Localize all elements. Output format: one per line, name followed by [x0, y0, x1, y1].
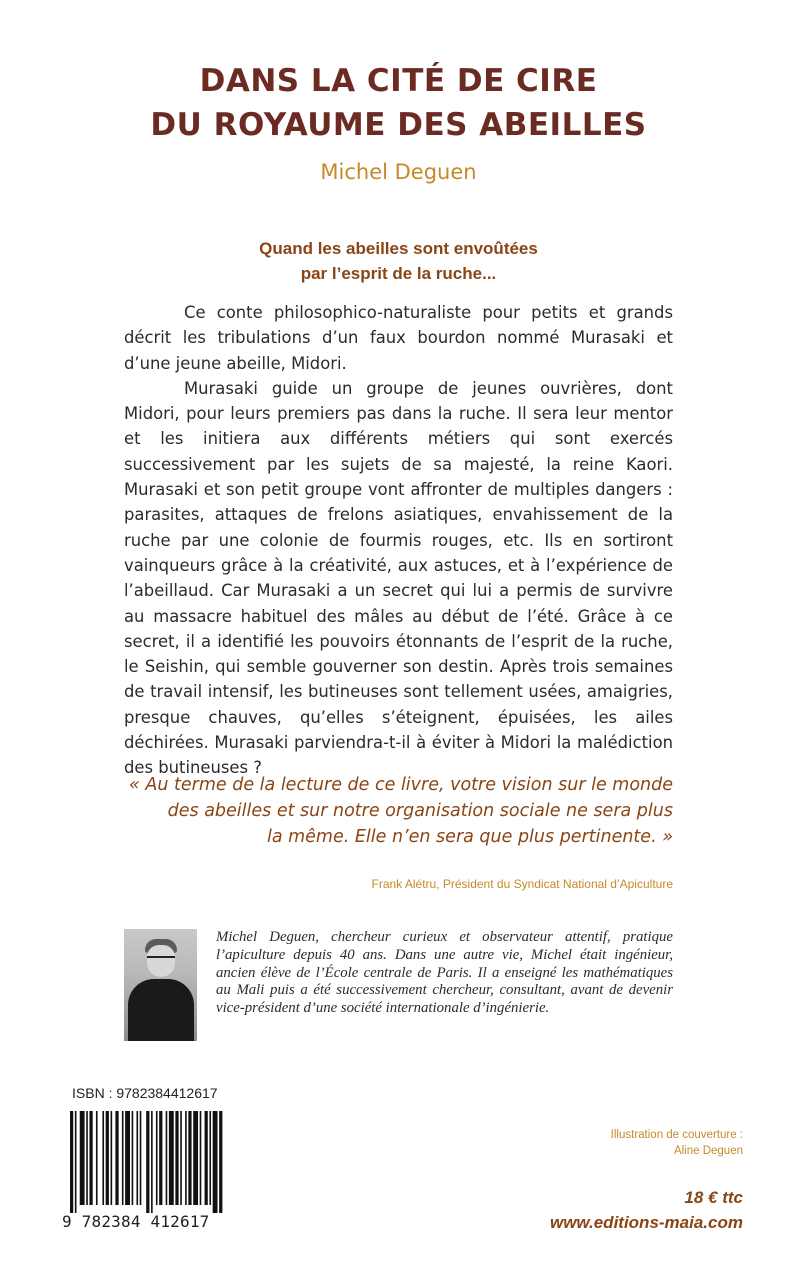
book-title-line-1: DANS LA CITÉ DE CIRE — [199, 63, 598, 99]
illustration-credit-label: Illustration de couverture : — [610, 1129, 743, 1141]
illustration-credit — [611, 1127, 743, 1159]
summary-paragraph-1: Ce conte philosophico-naturaliste pour petits et grands décrit les tribulations d’un faux bourdon nommé Murasaki et d’une jeune abeille, Midori. — [124, 303, 673, 373]
book-title-line-2: DU ROYAUME DES ABEILLES — [150, 107, 647, 143]
price: 18 € ttc — [684, 1188, 743, 1207]
author-name: Michel Deguen — [320, 160, 477, 184]
isbn-digits: 9 782384 412617 — [62, 1212, 210, 1231]
quote-line-3: la même. Elle n’en sera que plus pertinente. » — [266, 827, 673, 847]
endorsement-quote — [124, 772, 673, 850]
author-photo — [124, 929, 197, 1041]
quote-line-2: des abeilles et sur notre organisation sociale ne sera plus — [167, 801, 673, 821]
quote-line-1: « Au terme de la lecture de ce livre, votre vision sur le monde — [129, 775, 673, 795]
author-bio: Michel Deguen, chercheur curieux et observateur attentif, pratique l’apiculture depuis 40 ans. Dans une autre vie, Michel était ingénieur, ancien élève de l’École centrale de Paris. Il a enseigné les mathématiques au Mali puis a été successivement chercheur, consultant, avant de devenir vice-président d’une société internationale d’ingénierie. — [216, 929, 673, 1017]
isbn-label: ISBN : 9782384412617 — [72, 1085, 218, 1101]
isbn-barcode — [70, 1111, 224, 1213]
quote-attribution: Frank Alétru, Président du Syndicat National d’Apiculture — [371, 877, 673, 891]
illustration-credit-name: Aline Deguen — [673, 1145, 743, 1157]
summary-paragraph-2: Murasaki guide un groupe de jeunes ouvrières, dont Midori, pour leurs premiers pas dans la ruche. Il sera leur mentor et les initiera aux différents métiers qui sont exercés successivement par les sujets de sa majesté, la reine Kaori. Murasaki et son petit groupe vont affronter de multiples dangers : parasites, attaques de frelons asiatiques, envahissement de la ruche par une colonie de fourmis rouges, etc. Ils en sortiront vainqueurs grâce à la créativité, aux astuces, et à l’expérience de l’abeillaud. Car Murasaki a un secret qui lui a permis de survivre au massacre habituel des mâles au début de l’été. Grâce à ce secret, il a identifié les pouvoirs étonnants de l’esprit de la ruche, le Seishin, qui semble gouverner son destin. Après trois semaines de travail intensif, les butineuses sont tellement usées, amaigries, presque chauves, qu’elles s’éteignent, épuisées, les ailes déchirées. Murasaki parviendra-t-il à éviter à Midori la malédiction des butineuses ? — [124, 378, 673, 778]
summary-text — [124, 300, 673, 781]
tagline-line-2: par l’esprit de la ruche... — [300, 264, 497, 283]
tagline-line-1: Quand les abeilles sont envoûtées — [259, 239, 538, 258]
publisher-website: www.editions-maia.com — [549, 1213, 743, 1232]
